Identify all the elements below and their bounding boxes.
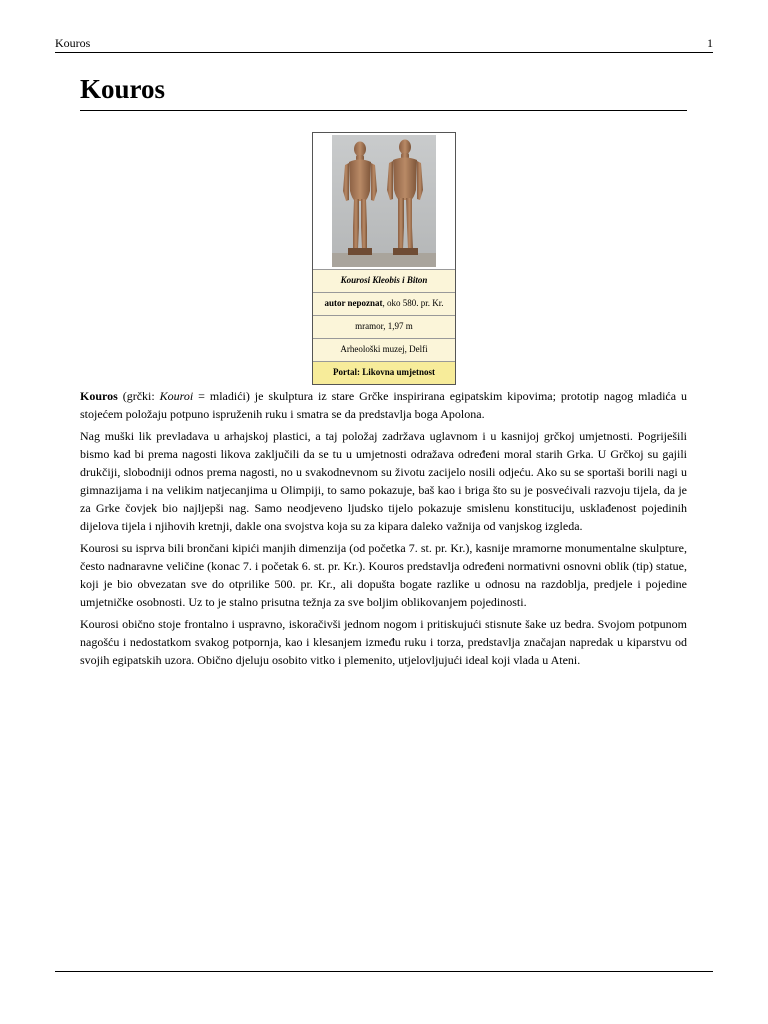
infobox-portal-link[interactable]: Portal: Likovna umjetnost [313,362,455,384]
kouros-statues-image[interactable] [332,135,436,267]
running-header-title: Kouros [55,36,91,50]
paragraph-intro [80,387,687,423]
paragraph-intro-text-1: (grčki: [117,389,160,403]
term-kouros: Kouros [80,389,118,403]
running-header [55,36,713,53]
article-body [80,387,687,673]
footer-rule [55,971,713,972]
infobox-author-label[interactable]: autor nepoznat [324,298,383,308]
infobox-material: mramor, 1,97 m [313,316,455,339]
paragraph-intro-text-2: = mladići) je skulptura iz stare Grčke inspirirana egipatskim kipovima; prototip nagog mladića u stojećem položaju potpuno ispruženih ruku i smatra se da predstavlja boga Apolona. [80,389,687,421]
infobox-author-date: , oko 580. pr. Kr. [382,298,444,308]
term-kouroi: Kouroi [159,389,194,403]
paragraph-pose: Kourosi obično stoje frontalno i uspravno, iskoračivši jednom nogom i pritiskujući stisnute šake uz bedra. Svojom potpunom nagošću i nedostatkom svakog potpornja, kao i klesanjem između ruku i torza, predstavlja značajan napredak u kiparstvu od svojih egipatskih uzora. Obično djeluju osobito vitko i plemenito, utjelovljujući ideal koji vlada u Ateni. [80,617,687,667]
infobox-location: Arheološki muzej, Delfi [313,339,455,362]
infobox-author-row [313,293,455,316]
infobox-image-cell[interactable] [313,133,455,270]
article-title: Kouros [80,72,687,111]
page-number: 1 [707,36,713,50]
paragraph-history: Kourosi su isprva bili brončani kipići manjih dimenzija (od početka 7. st. pr. Kr.), kasnije mramorne monumentalne skulpture, često nadnaravne veličine (konac 7. i početak 6. st. pr. Kr.). Kouros predstavlja određeni normativni osnovni oblik (tip) statue, koji je bio obvezatan sve do otprilike 500. pr. Kr., ali dopušta bogate razlike u odnosu na razdoblja, predjele i pojedine umjetničke osobnosti. Uz to je stalno prisutna težnja za sve boljim oblikovanjem pojedinosti. [80,541,687,609]
infobox [312,132,456,385]
infobox-caption: Kourosi Kleobis i Biton [313,270,455,293]
paragraph-nudity: Nag muški lik prevladava u arhajskoj plastici, a taj položaj zadržava uglavnom i u kasnijoj grčkoj umjetnosti. Pogriješili bismo kad bi prema nagosti likova zaključili da se tu u umjetnosti odražava određeni moral starih Grka. U Grčkoj su gajili drukčiji, slobodniji odnos prema nagosti, no u svakodnevnom su životu zacijelo nosili odjeću. Ako su se sportaši borili nagi u gimnazijama i na velikim natjecanjima u Olimpiji, to samo pokazuje, baš kao i briga što su je posvećivali razvoju tijela, da je za Grke čovjek bio najljepši nag. Samo neodjeveno ljudsko tijelo pokazuje smislenu konstituciju, usklađenost pojedinih dijelova tijela i njihovih kretnji, dakle ona svojstva koja su za kipara daleko važnija od vanjskog izgleda. [80,429,687,533]
